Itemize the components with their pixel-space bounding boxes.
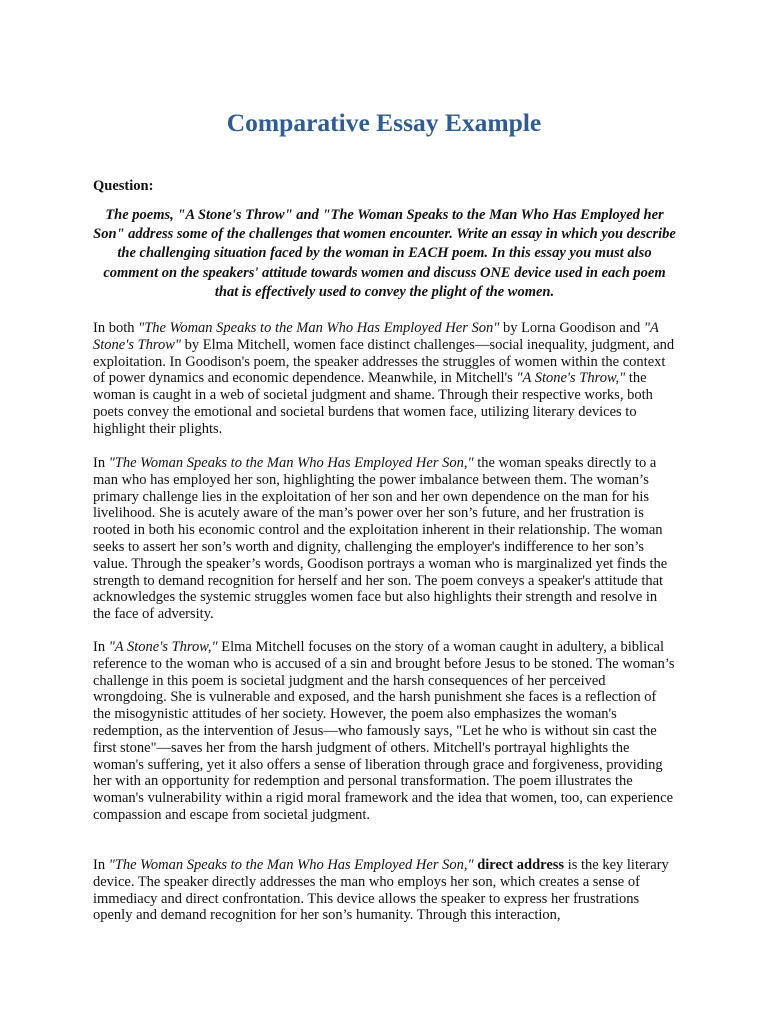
text-run: In	[93, 455, 109, 471]
text-run: by Lorna Goodison and	[499, 320, 644, 336]
question-text: The poems, "A Stone's Throw" and "The Woman Speaks to the Man Who Has Employed her Son" address some of the challenges that women encounter. Write an essay in which you describe the challenging situation faced by the woman in EACH poem. In this essay you must also comment on the speakers' attitude towards women and discuss ONE device used in each poem that is effectively used to convey the plight of the women.	[93, 207, 676, 300]
essay-paragraph-device	[93, 857, 676, 924]
poem-title: "A Stone's Throw,"	[108, 639, 218, 655]
text-run: by Elma Mitchell, women face distinct challenges—social inequality, judgment, and exploitation. In Goodison's poem, the speaker addresses the struggles of women within the context of power dynamics and economic dependence. Meanwhile, in Mitchell's	[93, 336, 675, 387]
text-run: In	[93, 639, 109, 655]
poem-title: "The Woman Speaks to the Man Who Has Employed Her Son,"	[108, 455, 474, 471]
poem-title: "The Woman Speaks to the Man Who Has Employed Her Son"	[138, 320, 500, 336]
essay-paragraph-mitchell	[93, 639, 676, 824]
page-title: Comparative Essay Example	[226, 108, 542, 137]
text-run: Elma Mitchell focuses on the story of a woman caught in adultery, a biblical reference to the woman who is accused of a sin and brought before Jesus to be stoned. The woman’s challenge in this poem is societal judgment and the harsh consequences of her perceived wrongdoing. She is vulnerable and exposed, and the harsh punishment she faces is a reflection of the misogynistic attitudes of her society. However, the poem also emphasizes the woman's redemption, as the intervention of Jesus—who famously says, "Let he who is without sin cast the first stone"—saves her from the harsh judgment of others. Mitchell's portrayal highlights the woman's suffering, yet it also offers a sense of liberation through grace and forgiveness, providing her with an opportunity for redemption and personal transformation. The poem illustrates the woman's vulnerability within a rigid moral framework and the idea that women, too, can experience compassion and escape from societal judgment.	[93, 639, 675, 823]
poem-title: "A Stone's Throw"	[93, 320, 659, 353]
text-run: the woman is caught in a web of societal judgment and shame. Through their respective works, both poets convey the emotional and societal burdens that women face, utilizing literary devices to highlight their plights.	[93, 370, 653, 437]
poem-title: "A Stone's Throw,"	[516, 370, 626, 387]
text-run: is the key literary device. The speaker directly addresses the man who employs her son, which creates a sense of immediacy and direct confrontation. This device allows the speaker to express her frustrations openly and demand recognition for her son’s humanity. Through this interaction,	[93, 857, 669, 924]
key-term: direct address	[477, 857, 565, 873]
essay-paragraph-goodison	[93, 455, 676, 623]
question-label: Question:	[93, 178, 154, 194]
essay-paragraph-intro	[93, 320, 676, 438]
text-run: In both	[93, 320, 139, 336]
poem-title: "The Woman Speaks to the Man Who Has Employed Her Son,"	[108, 857, 474, 873]
text-run: the woman speaks directly to a man who has employed her son, highlighting the power imbalance between them. The woman’s primary challenge lies in the exploitation of her son and her own dependence on the man for his livelihood. She is acutely aware of the man’s power over her son’s future, and her frustration is rooted in both his economic control and the exploitation inherent in their relationship. The woman seeks to assert her son’s worth and dignity, challenging the employer's indifference to her son’s value. Through the speaker’s words, Goodison portrays a woman who is marginalized yet finds the strength to demand recognition for herself and her son. The poem conveys a speaker's attitude that acknowledges the systemic struggles women face but also highlights their strength and resolve in the face of adversity.	[93, 455, 668, 623]
text-run: In	[93, 857, 109, 873]
